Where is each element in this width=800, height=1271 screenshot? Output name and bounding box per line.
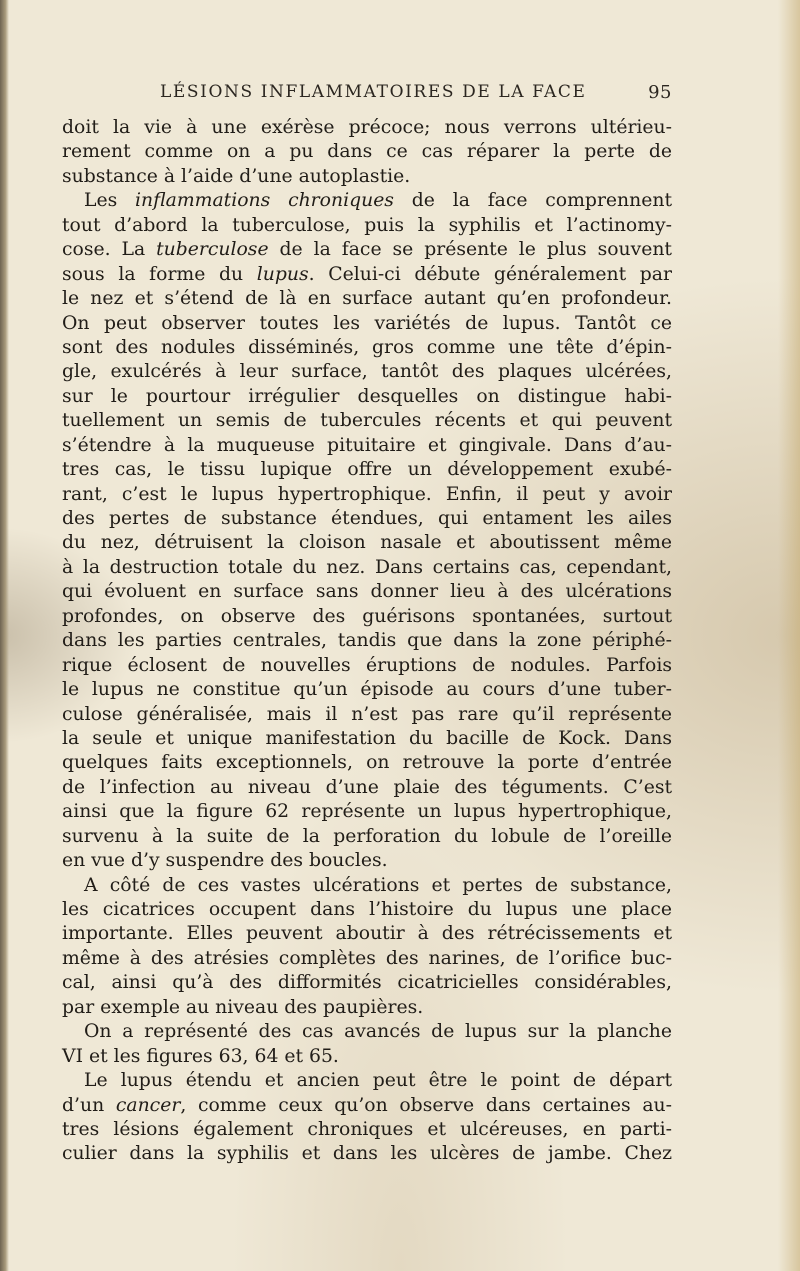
text-line (62, 678, 672, 702)
text-segment: sont des nodules disséminés, gros comme une tête d’épin- (62, 336, 672, 358)
text-line (62, 458, 672, 482)
text-segment: même à des atrésies complètes des narines, de l’orifice buc- (62, 947, 672, 969)
text-line (62, 874, 672, 898)
text-segment: la seule et unique manifestation du bacille de Kock. Dans (62, 727, 672, 749)
text-line (62, 214, 672, 238)
text-line (62, 312, 672, 336)
text-line (62, 263, 672, 287)
text-line (62, 825, 672, 849)
italic-term: lupus (256, 263, 309, 285)
text-line (62, 1069, 672, 1093)
text-line (62, 409, 672, 433)
text-line (62, 947, 672, 971)
text-segment: importante. Elles peuvent aboutir à des rétrécissements et (62, 923, 672, 945)
text-segment: Les (84, 190, 136, 212)
text-segment: sur le pourtour irrégulier desquelles on distingue habi- (62, 385, 672, 407)
text-line (62, 434, 672, 458)
text-segment: quelques faits exceptionnels, on retrouve la porte d’entrée (62, 752, 672, 774)
text-segment: survenu à la suite de la perforation du lobule de l’oreille (62, 825, 672, 847)
italic-term: cancer (115, 1094, 181, 1116)
text-line (62, 140, 672, 164)
text-segment: le nez et s’étend de là en surface autant qu’en profondeur. (62, 288, 672, 310)
text-segment: Le lupus étendu et ancien peut être le point de départ (84, 1070, 672, 1092)
text-segment: s’étendre à la muqueuse pituitaire et gingivale. Dans d’au- (62, 434, 672, 456)
running-head (62, 78, 672, 108)
text-segment: ainsi que la figure 62 représente un lupus hypertrophique, (62, 801, 672, 823)
text-segment: dans les parties centrales, tandis que dans la zone périphé- (62, 630, 672, 652)
running-title: LÉSIONS INFLAMMATOIRES DE LA FACE (160, 82, 587, 102)
text-line (62, 116, 672, 140)
text-segment: d’un (62, 1094, 116, 1116)
page-number: 95 (648, 82, 672, 103)
text-segment: rique éclosent de nouvelles éruptions de nodules. Parfois (62, 654, 672, 676)
text-segment: de la face se présente le plus souvent (268, 239, 672, 261)
text-line (62, 654, 672, 678)
text-segment: culose généralisée, mais il n’est pas rare qu’il représente (62, 703, 672, 725)
text-line (62, 507, 672, 531)
text-line (62, 1142, 672, 1166)
text-line (62, 385, 672, 409)
body-text (62, 116, 672, 1167)
text-line (62, 483, 672, 507)
text-segment: le lupus ne constitue qu’un épisode au cours d’une tuber- (62, 679, 672, 701)
text-line (62, 629, 672, 653)
text-line (62, 898, 672, 922)
text-line (62, 849, 672, 873)
text-segment: culier dans la syphilis et dans les ulcères de jambe. Chez (62, 1143, 672, 1165)
text-line (62, 336, 672, 360)
text-segment: cal, ainsi qu’à des difformités cicatricielles considérables, (62, 972, 672, 994)
binding-gutter (0, 0, 9, 1271)
text-segment: , comme ceux qu’on observe dans certaines au- (180, 1094, 672, 1116)
text-line (62, 189, 672, 213)
text-segment: On a représenté des cas avancés de lupus sur la planche (84, 1021, 672, 1043)
text-line (62, 1020, 672, 1044)
text-line (62, 776, 672, 800)
text-segment: rement comme on a pu dans ce cas réparer la perte de (62, 141, 672, 163)
text-line (62, 605, 672, 629)
text-line (62, 1045, 672, 1069)
text-segment: tuellement un semis de tubercules récents et qui peuvent (62, 410, 672, 432)
text-line (62, 751, 672, 775)
text-line (62, 922, 672, 946)
text-segment: du nez, détruisent la cloison nasale et aboutissent même (62, 532, 672, 554)
text-line (62, 1118, 672, 1142)
text-line (62, 360, 672, 384)
text-segment: doit la vie à une exérèse précoce; nous verrons ultérieu- (62, 117, 672, 138)
text-segment: par exemple au niveau des paupières. (62, 996, 424, 1018)
text-line (62, 580, 672, 604)
text-line (62, 971, 672, 995)
text-segment: . Celui-ci débute généralement par (308, 263, 672, 285)
text-segment: de la face comprennent (393, 190, 672, 212)
text-segment: On peut observer toutes les variétés de lupus. Tantôt ce (62, 312, 672, 334)
text-segment: en vue d’y suspendre des boucles. (62, 850, 388, 872)
text-line (62, 287, 672, 311)
text-line (62, 1094, 672, 1118)
text-line (62, 727, 672, 751)
text-segment: qui évoluent en surface sans donner lieu à des ulcérations (62, 581, 672, 603)
text-segment: profondes, on observe des guérisons spontanées, surtout (62, 605, 672, 627)
text-line (62, 238, 672, 262)
text-line (62, 531, 672, 555)
text-segment: à la destruction totale du nez. Dans certains cas, cependant, (62, 556, 672, 578)
text-line (62, 556, 672, 580)
text-segment: tout d’abord la tuberculose, puis la syphilis et l’actinomy- (62, 214, 672, 236)
text-segment: tres cas, le tissu lupique offre un développement exubé- (62, 459, 672, 481)
text-line (62, 800, 672, 824)
text-line (62, 165, 672, 189)
text-line (62, 703, 672, 727)
text-segment: gle, exulcérés à leur surface, tantôt des plaques ulcérées, (62, 361, 672, 383)
text-segment: des pertes de substance étendues, qui entament les ailes (62, 508, 672, 529)
text-segment: les cicatrices occupent dans l’histoire du lupus une place (62, 899, 672, 920)
text-segment: VI et les figures 63, 64 et 65. (62, 1045, 339, 1067)
text-segment: A côté de ces vastes ulcérations et pertes de substance, (84, 874, 672, 896)
italic-term: inflammations chroniques (135, 190, 394, 212)
text-segment: sous la forme du (62, 263, 257, 285)
text-segment: de l’infection au niveau d’une plaie des téguments. C’est (62, 776, 672, 798)
text-line (62, 996, 672, 1020)
text-segment: cose. La (62, 239, 157, 261)
text-segment: rant, c’est le lupus hypertrophique. Enfin, il peut y avoir (62, 483, 672, 505)
text-segment: tres lésions également chroniques et ulcéreuses, en parti- (62, 1118, 672, 1140)
text-segment: substance à l’aide d’une autoplastie. (62, 165, 411, 187)
page-edge-shadow (778, 0, 800, 1271)
italic-term: tuberculose (156, 239, 269, 261)
